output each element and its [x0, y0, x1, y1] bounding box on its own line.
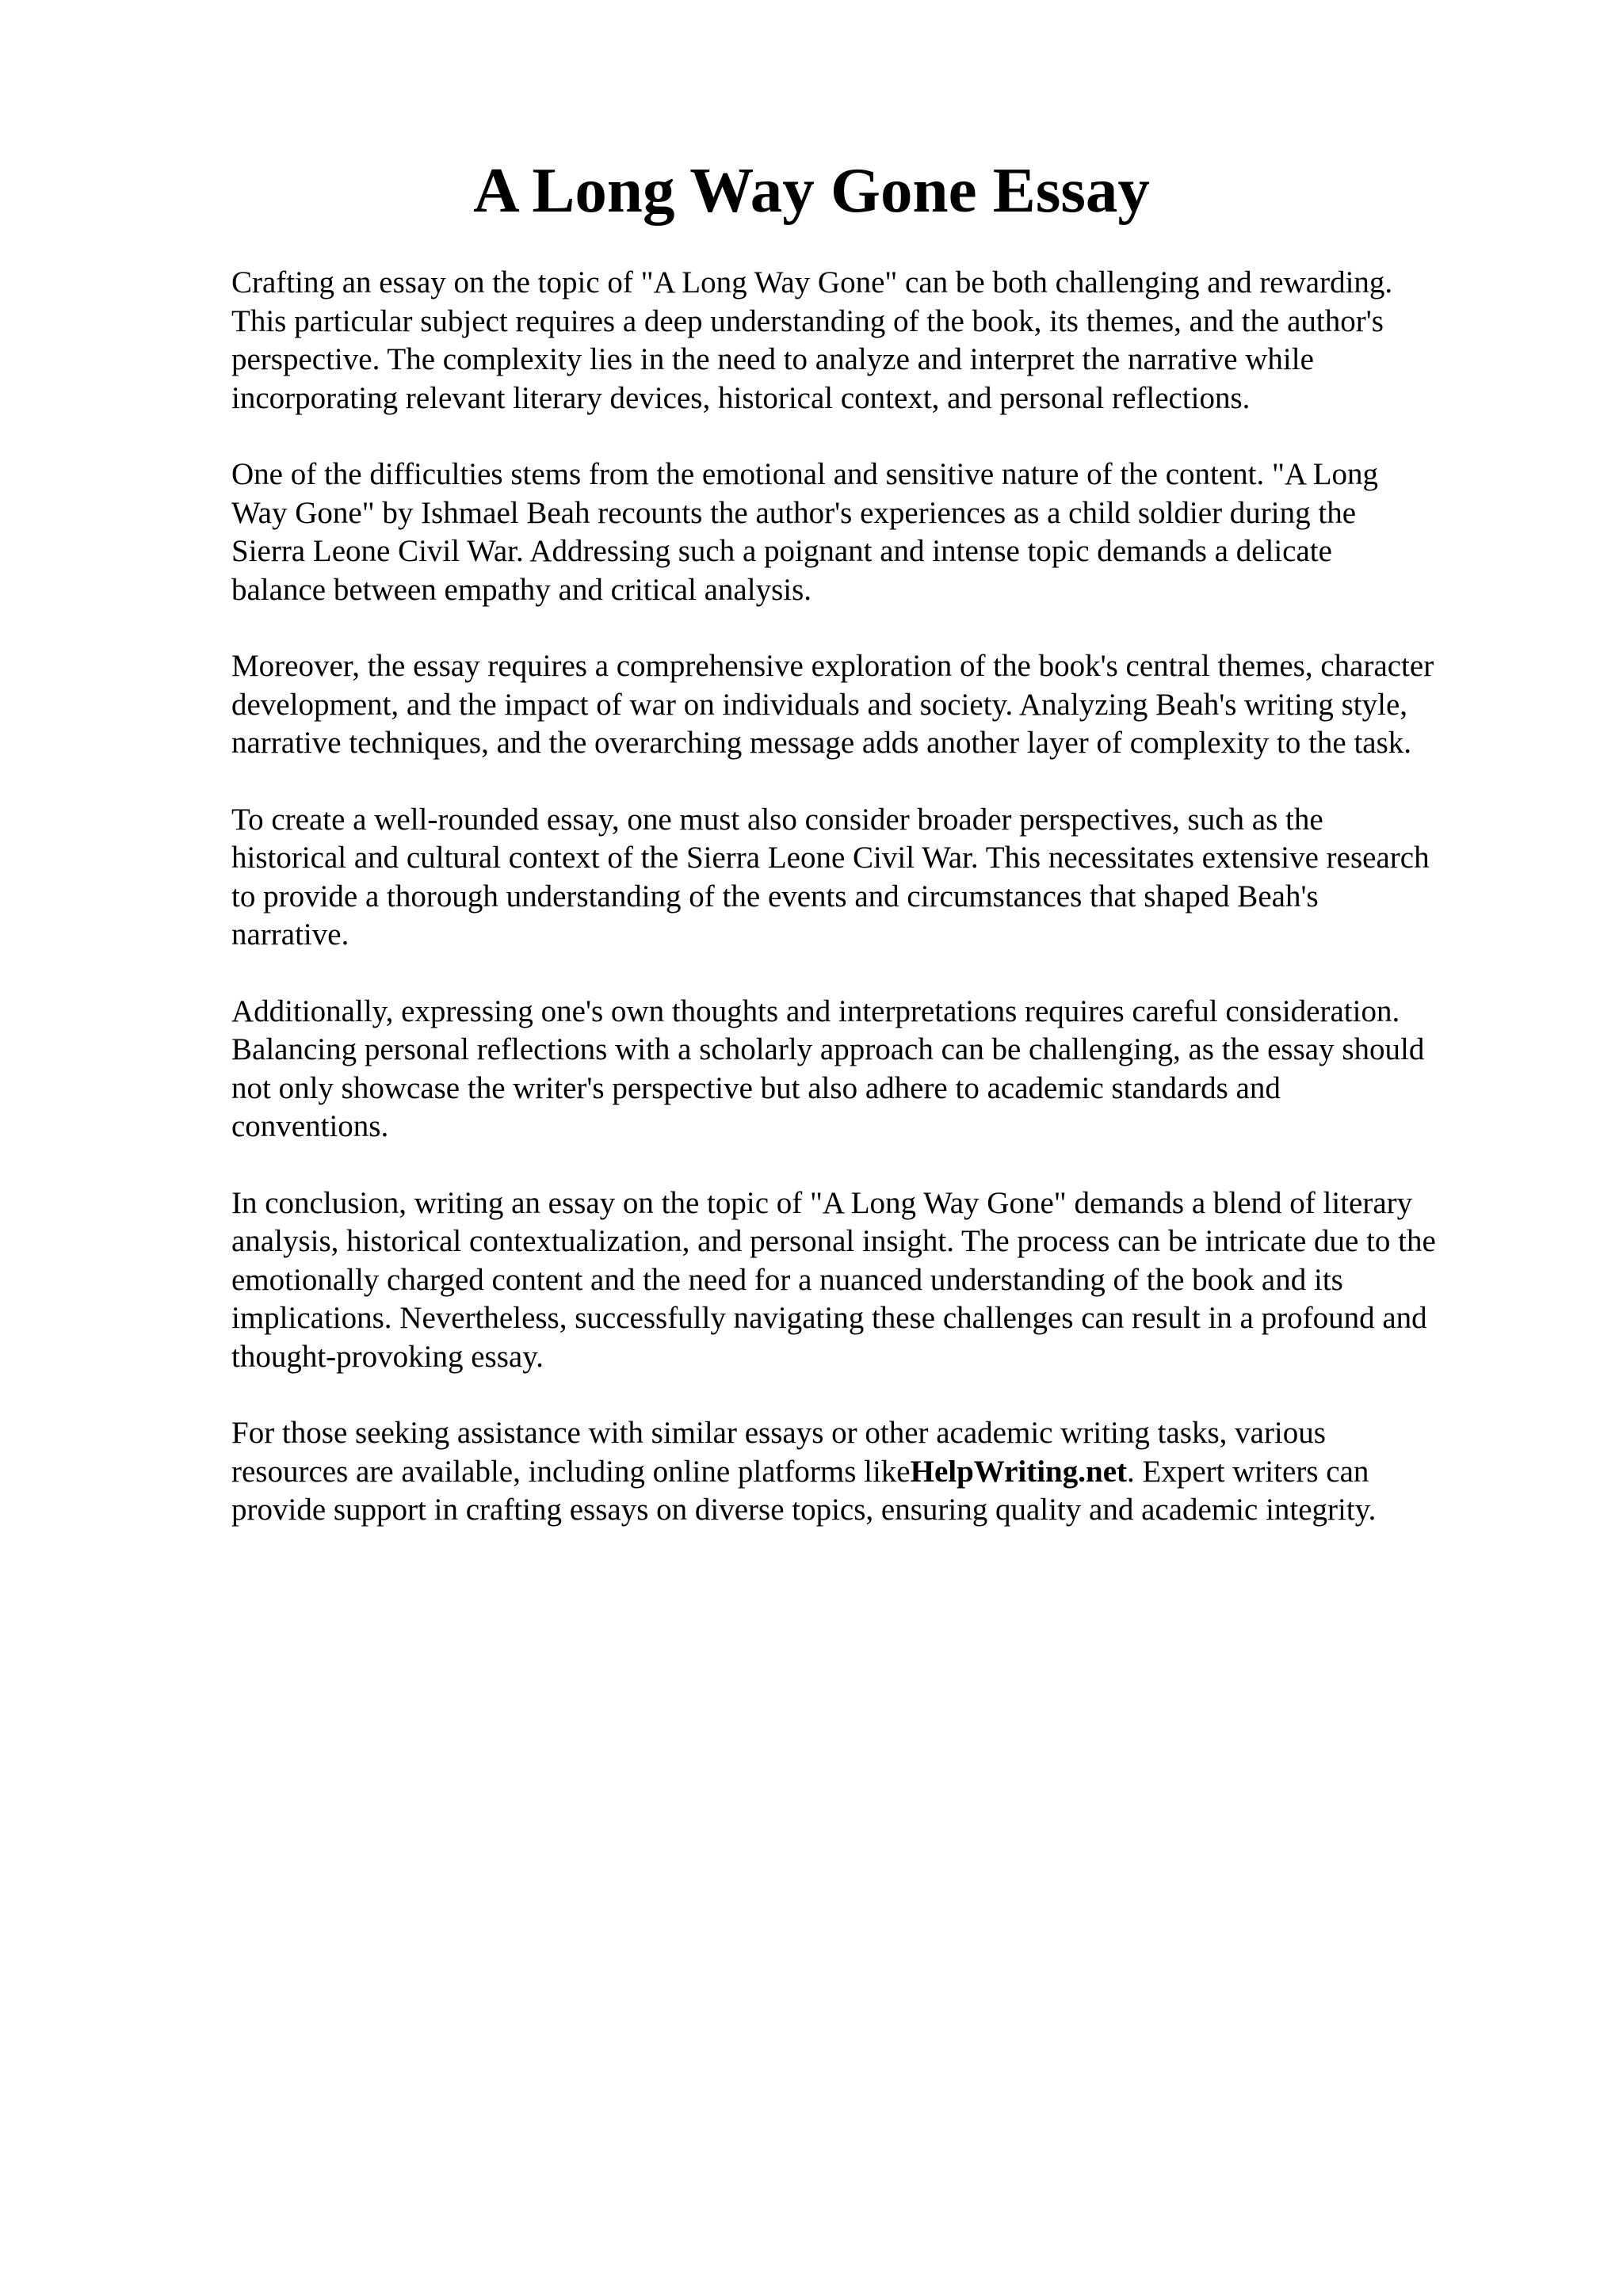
text-line: Way Gone" by Ishmael Beah recounts the author's experiences as a child soldier during the — [231, 495, 1357, 530]
page-title: A Long Way Gone Essay — [473, 154, 1150, 226]
text-line: One of the difficulties stems from the emotional and sensitive nature of the content. "A Long — [231, 457, 1379, 491]
text-line: This particular subject requires a deep understanding of the book, its themes, and the author's — [231, 303, 1384, 338]
helpwriting-link[interactable]: HelpWriting.net — [910, 1454, 1127, 1489]
text-line: perspective. The complexity lies in the need to analyze and interpret the narrative while — [231, 342, 1314, 376]
text-line: to provide a thorough understanding of the events and circumstances that shaped Beah's — [231, 879, 1319, 913]
essay-body — [231, 264, 1525, 1568]
text-line: balance between empathy and critical analysis. — [231, 572, 812, 607]
text-line: Balancing personal reflections with a scholarly approach can be challenging, as the essay should — [231, 1032, 1425, 1066]
text-segment: . Expert writers can — [1127, 1454, 1369, 1489]
text-line: For those seeking assistance with similar essays or other academic writing tasks, various — [231, 1416, 1326, 1450]
text-line: In conclusion, writing an essay on the topic of "A Long Way Gone" demands a blend of literary — [231, 1185, 1413, 1220]
text-line: Moreover, the essay requires a comprehensive exploration of the book's central themes, character — [231, 649, 1434, 683]
text-line: not only showcase the writer's perspective but also adhere to academic standards and — [231, 1070, 1281, 1105]
text-line: incorporating relevant literary devices, historical context, and personal reflections. — [231, 380, 1251, 415]
text-segment: resources are available, including online platforms like — [231, 1454, 911, 1489]
text-line: analysis, historical contextualization, and personal insight. The process can be intricate due to the — [231, 1224, 1436, 1258]
paragraph-7 — [231, 1414, 1525, 1530]
text-line: Sierra Leone Civil War. Addressing such a poignant and intense topic demands a delicate — [231, 534, 1332, 568]
paragraph-3 — [231, 647, 1525, 763]
text-line: development, and the impact of war on individuals and society. Analyzing Beah's writing style, — [231, 687, 1407, 722]
paragraph-6 — [231, 1184, 1525, 1377]
text-line: Additionally, expressing one's own thoughts and interpretations requires careful consideration. — [231, 994, 1400, 1028]
text-line: thought-provoking essay. — [231, 1339, 544, 1374]
text-line: implications. Nevertheless, successfully navigating these challenges can result in a profound and — [231, 1301, 1427, 1335]
text-line-with-link — [231, 1453, 1525, 1492]
text-line: To create a well-rounded essay, one must also consider broader perspectives, such as the — [231, 802, 1323, 837]
text-line: narrative. — [231, 917, 349, 952]
text-line: narrative techniques, and the overarching message adds another layer of complexity to the task. — [231, 726, 1412, 760]
paragraph-2 — [231, 456, 1525, 609]
text-line: Crafting an essay on the topic of "A Long Way Gone" can be both challenging and rewarding. — [231, 265, 1393, 299]
paragraph-5 — [231, 993, 1525, 1146]
paragraph-4 — [231, 801, 1525, 955]
text-line: emotionally charged content and the need for a nuanced understanding of the book and its — [231, 1262, 1343, 1297]
text-line: historical and cultural context of the Sierra Leone Civil War. This necessitates extensive research — [231, 841, 1430, 875]
paragraph-1 — [231, 264, 1525, 418]
text-line: provide support in crafting essays on diverse topics, ensuring quality and academic integrity. — [231, 1493, 1377, 1527]
text-line: conventions. — [231, 1109, 389, 1143]
